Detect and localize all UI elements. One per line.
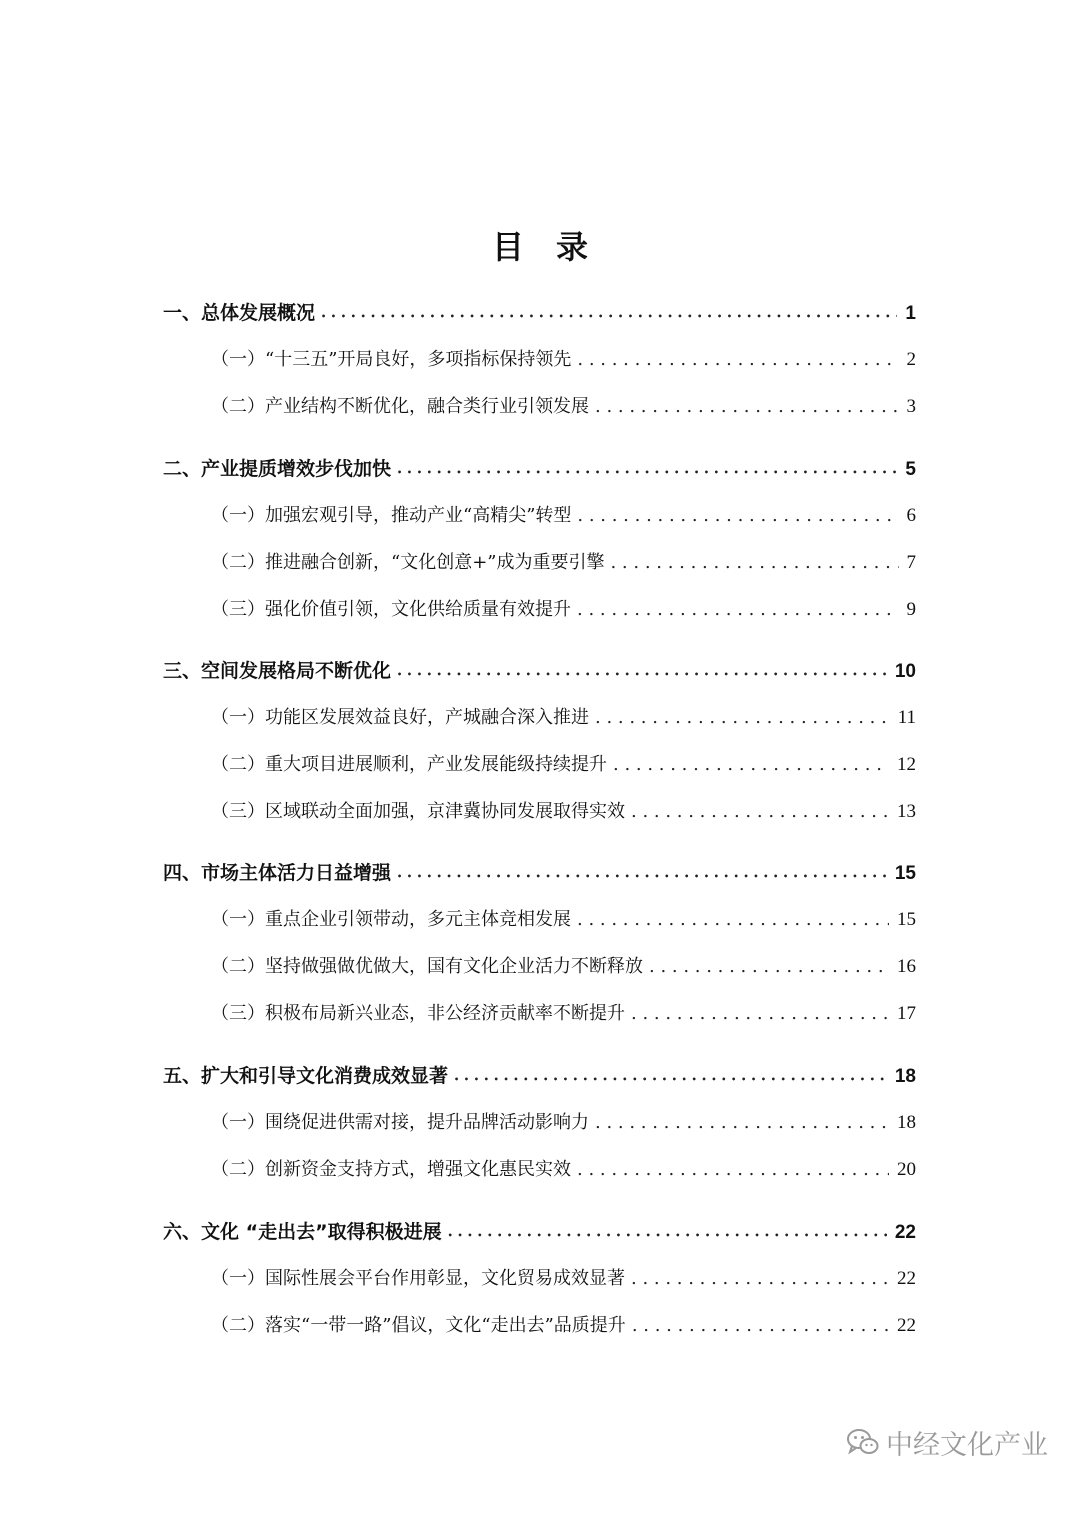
dot-leader <box>321 298 897 332</box>
dot-leader <box>577 501 898 531</box>
toc-page-number: 13 <box>897 801 916 822</box>
toc-entry-text: 二、产业提质增效步伐加快 <box>163 458 392 480</box>
toc-entry[interactable] <box>211 501 916 531</box>
toc-entry[interactable] <box>211 1311 916 1341</box>
dot-leader <box>631 1264 889 1294</box>
toc-page-number: 17 <box>897 1003 916 1024</box>
toc-page-number: 18 <box>897 1112 916 1133</box>
toc-entry-text: （一）重点企业引领带动，多元主体竞相发展 <box>211 909 571 930</box>
toc-page-number: 22 <box>894 1222 916 1243</box>
toc-entry[interactable] <box>211 750 916 780</box>
dot-leader <box>454 1061 887 1095</box>
toc-entry-text: 四、市场主体活力日益增强 <box>163 862 392 884</box>
toc-entry[interactable] <box>163 1217 916 1247</box>
dot-leader <box>595 703 890 733</box>
toc-entry[interactable] <box>163 298 916 328</box>
wechat-icon <box>846 1427 880 1457</box>
toc-page-number: 15 <box>897 909 916 930</box>
toc-page-number: 2 <box>906 349 916 370</box>
toc-page-number: 22 <box>897 1315 916 1336</box>
toc-entry[interactable] <box>211 797 916 827</box>
dot-leader <box>595 392 899 422</box>
toc-entry-text: （一）国际性展会平台作用彰显，文化贸易成效显著 <box>211 1268 625 1289</box>
dot-leader <box>577 595 899 625</box>
toc-entry-text: 三、空间发展格局不断优化 <box>163 660 392 682</box>
toc-entry[interactable] <box>211 1155 916 1185</box>
toc-entry-text: （一）加强宏观引导，推动产业“高精尖”转型 <box>211 505 572 526</box>
toc-entry[interactable] <box>163 858 916 888</box>
toc-entry-text: （二）落实“一带一路”倡议，文化“走出去”品质提升 <box>211 1315 626 1336</box>
dot-leader <box>397 454 897 488</box>
toc-entry-text: （三）强化价值引领，文化供给质量有效提升 <box>211 599 571 620</box>
toc-page-number: 15 <box>894 863 916 884</box>
toc-page-number: 5 <box>905 459 916 480</box>
page-title: 目 录 <box>491 228 588 266</box>
toc-entry[interactable] <box>163 656 916 686</box>
toc-entry[interactable] <box>211 1264 916 1294</box>
toc-entry[interactable] <box>211 952 916 982</box>
dot-leader <box>613 750 889 780</box>
dot-leader <box>397 858 887 892</box>
toc-entry-text: （二）重大项目进展顺利，产业发展能级持续提升 <box>211 754 607 775</box>
toc-entry-text: （二）产业结构不断优化，融合类行业引领发展 <box>211 396 589 417</box>
toc-page-number: 16 <box>897 956 916 977</box>
dot-leader <box>577 905 889 935</box>
toc-entry[interactable] <box>211 345 916 375</box>
dot-leader <box>577 345 898 375</box>
watermark <box>846 1422 1048 1462</box>
toc-entry[interactable] <box>163 1061 916 1091</box>
toc-entry[interactable] <box>163 454 916 484</box>
toc-page-number: 20 <box>897 1159 916 1180</box>
toc-entry-text: （三）区域联动全面加强，京津冀协同发展取得实效 <box>211 801 625 822</box>
dot-leader <box>610 548 898 578</box>
toc-entry-text: （一）围绕促进供需对接，提升品牌活动影响力 <box>211 1112 589 1133</box>
toc-entry[interactable] <box>211 595 916 625</box>
dot-leader <box>448 1217 887 1251</box>
dot-leader <box>577 1155 889 1185</box>
toc-entry-text: 六、文化 “走出去”取得积极进展 <box>163 1221 442 1243</box>
toc-page-number: 22 <box>897 1268 916 1289</box>
dot-leader <box>397 656 887 690</box>
toc-entry-text: （二）创新资金支持方式，增强文化惠民实效 <box>211 1159 571 1180</box>
dot-leader <box>649 952 889 982</box>
toc-page-number: 18 <box>894 1066 916 1087</box>
toc-entry[interactable] <box>211 905 916 935</box>
toc-entry-text: （一）“十三五”开局良好，多项指标保持领先 <box>211 349 572 370</box>
toc-entry[interactable] <box>211 999 916 1029</box>
toc-page-number: 11 <box>897 707 916 728</box>
toc-page-number: 9 <box>906 599 916 620</box>
toc-entry[interactable] <box>211 1108 916 1138</box>
toc-page-number: 7 <box>906 552 916 573</box>
dot-leader <box>631 999 889 1029</box>
dot-leader <box>595 1108 889 1138</box>
toc-entry-text: 一、总体发展概况 <box>163 302 316 324</box>
toc-page-number: 1 <box>905 303 916 324</box>
toc-entry-text: （三）积极布局新兴业态，非公经济贡献率不断提升 <box>211 1003 625 1024</box>
toc-entry-text: 五、扩大和引导文化消费成效显著 <box>163 1065 449 1087</box>
toc-entry-text: （一）功能区发展效益良好，产城融合深入推进 <box>211 707 589 728</box>
toc-entry[interactable] <box>211 703 916 733</box>
toc-page-number: 6 <box>906 505 916 526</box>
toc-entry[interactable] <box>211 392 916 422</box>
toc-entry-text: （二）推进融合创新，“文化创意+”成为重要引擎 <box>211 552 605 573</box>
watermark-text: 中经文化产业 <box>886 1429 1048 1461</box>
toc-entry[interactable] <box>211 548 916 578</box>
dot-leader <box>631 797 889 827</box>
toc-page-number: 10 <box>894 661 916 682</box>
dot-leader <box>632 1311 889 1341</box>
toc-page-number: 12 <box>897 754 916 775</box>
toc-page-number: 3 <box>906 396 916 417</box>
toc-entry-text: （二）坚持做强做优做大，国有文化企业活力不断释放 <box>211 956 643 977</box>
